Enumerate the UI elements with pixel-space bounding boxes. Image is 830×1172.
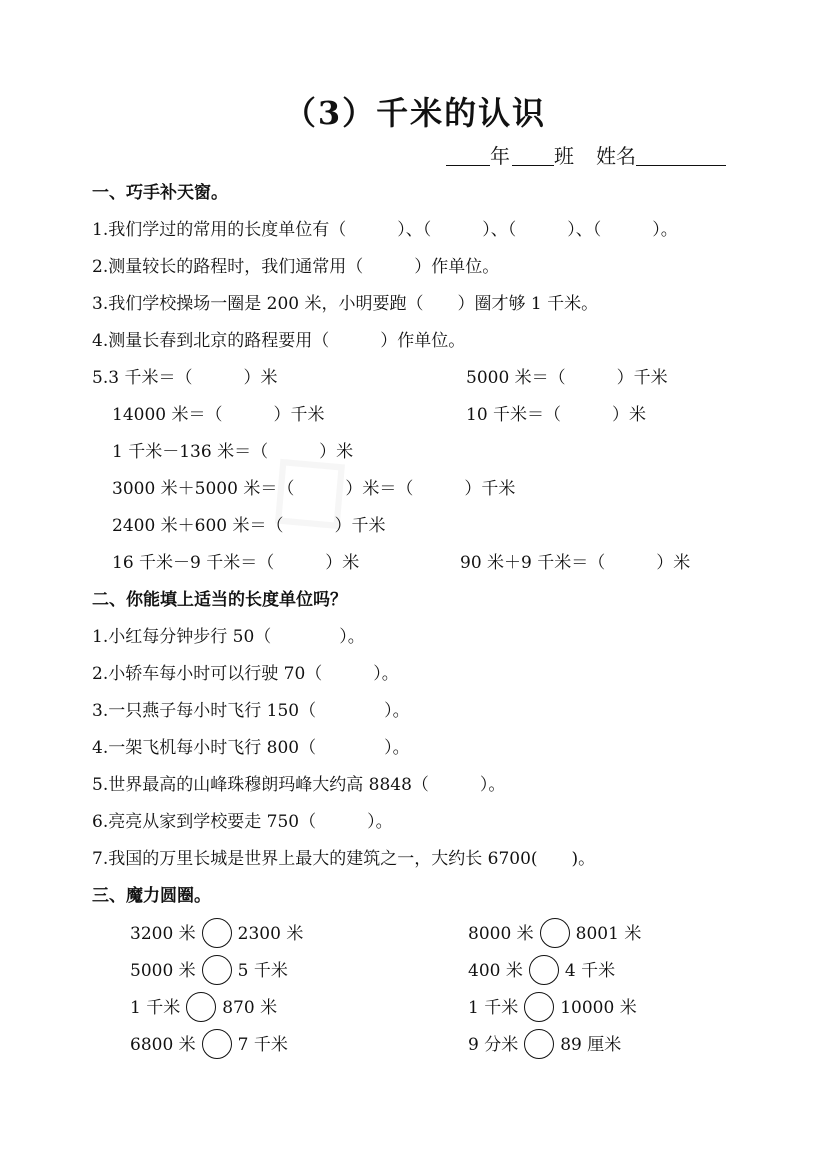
compare-circle[interactable] bbox=[524, 992, 554, 1022]
compare-row bbox=[130, 1029, 288, 1059]
compare-right-value: 5 千米 bbox=[237, 961, 288, 981]
compare-row bbox=[468, 955, 615, 985]
s1-question-2: 2.测量较长的路程时，我们通常用（ ）作单位。 bbox=[92, 257, 500, 277]
compare-row bbox=[130, 992, 277, 1022]
name-label: 姓名 bbox=[596, 144, 636, 168]
page-title: （3）千米的认识 bbox=[283, 94, 547, 132]
s1-question-3: 3.我们学校操场一圈是 200 米，小明要跑（ ）圈才够 1 千米。 bbox=[92, 294, 599, 314]
s1-question-4: 4.测量长春到北京的路程要用（ ）作单位。 bbox=[92, 331, 466, 351]
compare-circle[interactable] bbox=[540, 918, 570, 948]
s1-question-1: 1.我们学过的常用的长度单位有（ ）、（ ）、（ ）、（ ）。 bbox=[92, 220, 678, 240]
year-label: 年 bbox=[490, 144, 510, 168]
compare-left-value: 3200 米 bbox=[130, 924, 196, 944]
compare-row bbox=[130, 955, 288, 985]
compare-circle[interactable] bbox=[529, 955, 559, 985]
compare-circle[interactable] bbox=[186, 992, 216, 1022]
compare-left-value: 1 千米 bbox=[468, 998, 519, 1018]
s1-question-5f-left: 16 千米－9 千米＝（ ）米 bbox=[112, 553, 360, 573]
compare-left-value: 9 分米 bbox=[468, 1035, 519, 1055]
compare-right-value: 2300 米 bbox=[237, 924, 304, 944]
s1-question-5b-right: 10 千米＝（ ）米 bbox=[466, 405, 647, 425]
compare-row bbox=[468, 918, 641, 948]
s1-question-5f-right: 90 米＋9 千米＝（ ）米 bbox=[460, 553, 691, 573]
compare-right-value: 89 厘米 bbox=[560, 1035, 622, 1055]
class-label: 班 bbox=[554, 144, 574, 168]
compare-circle[interactable] bbox=[202, 955, 232, 985]
s1-question-5b-left: 14000 米＝（ ）千米 bbox=[112, 405, 325, 425]
s2-question-7: 7.我国的万里长城是世界上最大的建筑之一，大约长 6700( )。 bbox=[92, 849, 596, 869]
class-blank[interactable] bbox=[512, 145, 554, 166]
s1-question-5c: 1 千米－136 米＝（ ）米 bbox=[112, 442, 354, 462]
s1-question-5a-right: 5000 米＝（ ）千米 bbox=[466, 368, 668, 388]
compare-left-value: 8000 米 bbox=[468, 924, 534, 944]
compare-row bbox=[468, 1029, 621, 1059]
name-blank[interactable] bbox=[636, 145, 726, 166]
section2-heading: 二、你能填上适当的长度单位吗？ bbox=[92, 590, 347, 610]
compare-right-value: 10000 米 bbox=[560, 998, 637, 1018]
compare-row bbox=[468, 992, 637, 1022]
s2-question-4: 4.一架飞机每小时飞行 800（ ）。 bbox=[92, 738, 410, 758]
compare-circle[interactable] bbox=[202, 918, 232, 948]
compare-left-value: 1 千米 bbox=[130, 998, 181, 1018]
compare-left-value: 6800 米 bbox=[130, 1035, 196, 1055]
s2-question-1: 1.小红每分钟步行 50（ ）。 bbox=[92, 627, 365, 647]
s2-question-3: 3.一只燕子每小时飞行 150（ ）。 bbox=[92, 701, 410, 721]
s1-question-5d: 3000 米＋5000 米＝（ ）米＝（ ）千米 bbox=[112, 479, 516, 499]
s2-question-2: 2.小轿车每小时可以行驶 70（ ）。 bbox=[92, 664, 399, 684]
student-info bbox=[446, 140, 726, 169]
year-blank[interactable] bbox=[446, 145, 490, 166]
compare-circle[interactable] bbox=[202, 1029, 232, 1059]
compare-row bbox=[130, 918, 303, 948]
compare-circle[interactable] bbox=[524, 1029, 554, 1059]
compare-right-value: 8001 米 bbox=[575, 924, 642, 944]
compare-right-value: 870 米 bbox=[222, 998, 278, 1018]
s2-question-5: 5.世界最高的山峰珠穆朗玛峰大约高 8848（ ）。 bbox=[92, 775, 506, 795]
s1-question-5a-left: 5.3 千米＝（ ）米 bbox=[92, 368, 278, 388]
section1-heading: 一、巧手补天窗。 bbox=[92, 183, 228, 203]
compare-left-value: 5000 米 bbox=[130, 961, 196, 981]
compare-right-value: 7 千米 bbox=[237, 1035, 288, 1055]
section3-heading: 三、魔力圆圈。 bbox=[92, 886, 211, 906]
s1-question-5e: 2400 米＋600 米＝（ ）千米 bbox=[112, 516, 386, 536]
compare-left-value: 400 米 bbox=[468, 961, 523, 981]
s2-question-6: 6.亮亮从家到学校要走 750（ ）。 bbox=[92, 812, 393, 832]
compare-right-value: 4 千米 bbox=[564, 961, 616, 981]
